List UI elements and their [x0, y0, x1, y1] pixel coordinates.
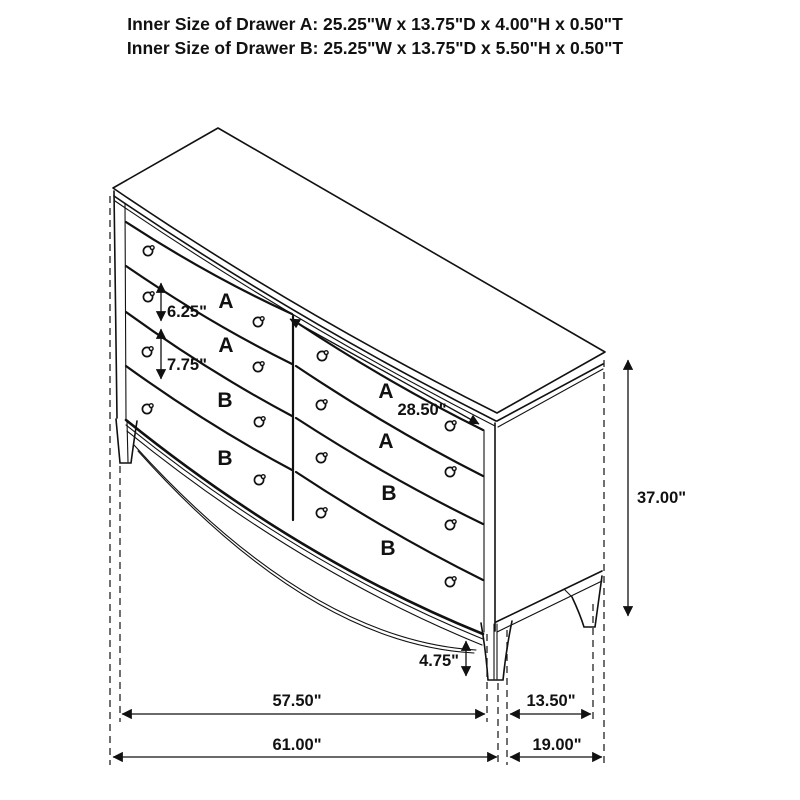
- drawer-label: B: [217, 447, 233, 470]
- dim-label-overall-height: 37.00": [637, 489, 687, 507]
- left-divider-2-3: [126, 312, 292, 416]
- under-case-back-edge2: [138, 451, 474, 653]
- left-divider-3-4: [126, 366, 292, 470]
- drawer-label: A: [218, 290, 234, 313]
- dim-label-drawer-a-height: 6.25": [167, 303, 207, 321]
- dim-label-leg-height: 4.75": [419, 652, 459, 670]
- dim-label-side-depth: 13.50": [526, 692, 576, 710]
- dim-label-right-section-width: 28.50": [397, 401, 447, 419]
- drawer-label: B: [380, 537, 396, 560]
- side-bottom-edge: [497, 581, 602, 632]
- dim-label-overall-width: 61.00": [272, 736, 322, 754]
- drawer-label: B: [381, 482, 397, 505]
- drawer-b-inner-size-text: Inner Size of Drawer B: 25.25"W x 13.75"D x 5.50"H x 0.50"T: [126, 38, 624, 58]
- left-stile-outer: [114, 191, 117, 418]
- bottom-rail-mid: [126, 425, 483, 639]
- back-right-leg-bracket: [564, 589, 572, 597]
- drawer-label: A: [378, 430, 394, 453]
- drawer-label: A: [218, 334, 234, 357]
- title-block: [127, 14, 623, 58]
- bottom-rail-top: [126, 420, 483, 634]
- dim-label-drawer-b-height: 7.75": [167, 356, 207, 374]
- drawer-label: B: [217, 389, 233, 412]
- side-bottom-rail-top: [496, 571, 602, 622]
- drawer-a-inner-size-text: Inner Size of Drawer A: 25.25"W x 13.75"D x 4.00"H x 0.50"T: [127, 14, 623, 34]
- dim-label-overall-depth: 19.00": [532, 736, 582, 754]
- drawer-label: A: [378, 380, 394, 403]
- dim-label-front-width: 57.50": [272, 692, 322, 710]
- dresser-case: [113, 128, 605, 653]
